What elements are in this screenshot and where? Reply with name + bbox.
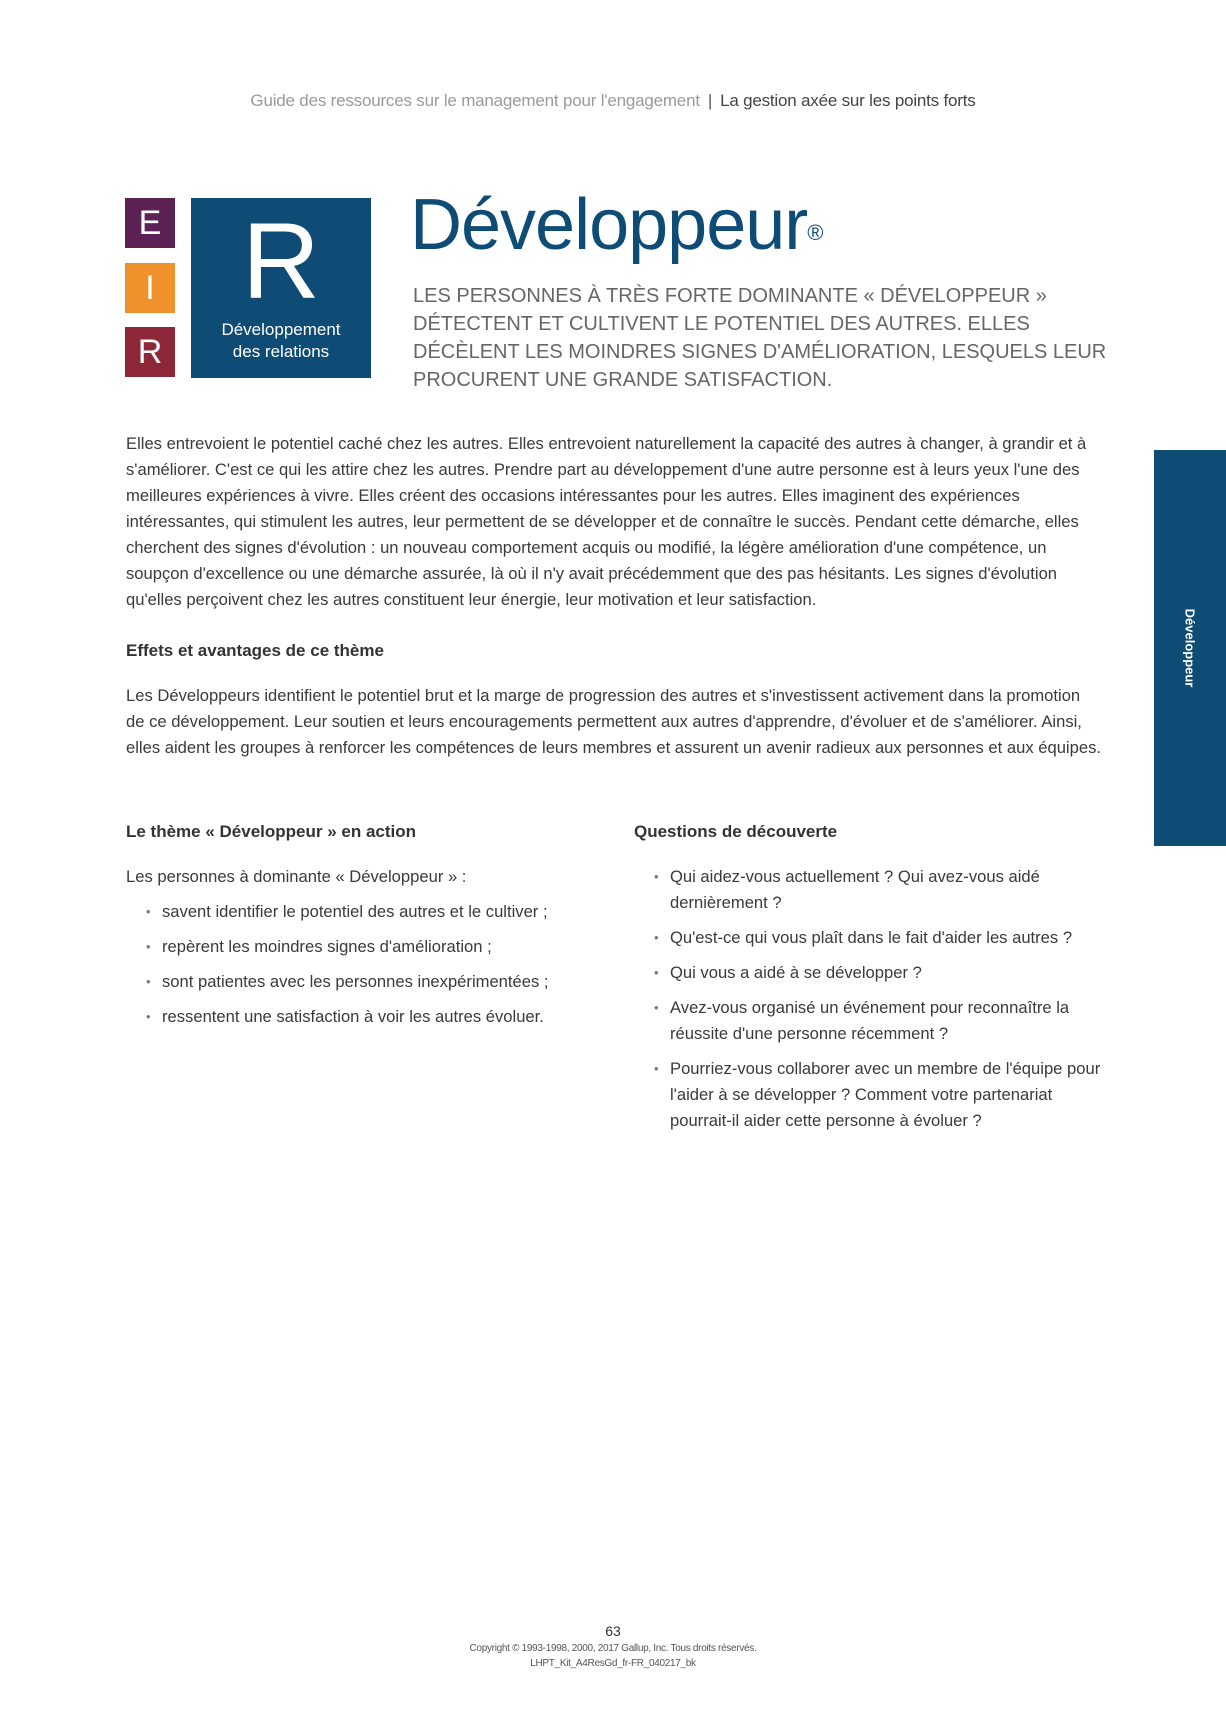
list-item-text: Qui vous a aidé à se développer ? [670,963,922,982]
list-item-text: Qu'est-ce qui vous plaît dans le fait d'aider les autres ? [670,928,1073,947]
theme-subtitle: LES PERSONNES À TRÈS FORTE DOMINANTE « DÉVELOPPEUR » DÉTECTENT ET CULTIVENT LE POTENTIEL DES AUTRES. ELLES DÉCÈLENT LES MOINDRES SIGNES D'AMÉLIORATION, LESQUELS LEUR PROCURENT UNE GRANDE SATISFACTION. [413,285,1107,391]
in-action-intro: Les personnes à dominante « Développeur » : [126,867,467,886]
questions-list [654,864,1110,1143]
intro-paragraph: Elles entrevoient le potentiel caché chez les autres. Elles entrevoient naturellement la capacité des autres à changer, à grandir et à s'améliorer. C'est ce qui les attire chez les autres. Prendre part au développement d'une autre personne est à leurs yeux l'une des meilleures expériences à vivre. Elles créent des occasions intéressantes pour les autres. Elles imaginent des expériences intéressantes, qui stimulent les autres, leur permettent de se développer et de connaître le succès. Pendant cette démarche, elles cherchent des signes d'évolution : un nouveau comportement acquis ou modifié, la légère amélioration d'une compétence, un soupçon d'excellence ou une démarche assurée, là où il n'y avait précédemment que des pas hésitants. Les signes d'évolution qu'elles perçoivent chez les autres constituent leur énergie, leur motivation et leur satisfaction. [126,434,1087,609]
domain-badge-i [125,263,175,313]
bullet-icon: • [146,974,151,989]
effects-heading: Effets et avantages de ce thème [126,641,384,660]
active-domain-letter: R [242,200,320,321]
guide-title: Guide des ressources sur le management pour l'engagement [250,91,700,110]
bullet-icon: • [146,939,151,954]
copyright: Copyright © 1993-1998, 2000, 2017 Gallup, Inc. Tous droits réservés. [469,1643,757,1654]
active-domain-label [191,319,371,363]
bullet-icon: • [654,869,659,884]
list-item-text: Pourriez-vous collaborer avec un membre de l'équipe pour l'aider à se développer ? Comment votre partenariat pourrait-il aider cette personne à évoluer ? [670,1059,1101,1130]
bullet-icon: • [146,1009,151,1024]
side-tab[interactable] [1154,450,1226,846]
list-item [654,995,1110,1047]
list-item [146,969,592,995]
domain-badge-e [125,198,175,248]
theme-title-text: Développeur [410,185,808,265]
questions-heading: Questions de découverte [634,822,838,841]
side-tab-label: Développeur [1182,608,1198,688]
list-item [146,1004,592,1030]
list-item [654,960,1110,986]
list-item [654,864,1110,916]
active-domain-label-line2: des relations [232,342,330,361]
list-item [654,1056,1110,1134]
list-item-text: repèrent les moindres signes d'amélioration ; [162,937,492,956]
document-code: LHPT_Kit_A4ResGd_fr-FR_040217_bk [530,1658,696,1669]
active-domain-badge [191,198,371,378]
effects-paragraph: Les Développeurs identifient le potentiel brut et la marge de progression des autres et s'investissent activement dans la promotion de ce développement. Leur soutien et leurs encouragements permettent aux autres d'apprendre, d'évoluer et de s'améliorer. Ainsi, elles aident les groupes à renforcer les compétences de leurs membres et assurent un avenir radieux aux personnes et aux équipes. [126,686,1101,757]
list-item-text: Qui aidez-vous actuellement ? Qui avez-vous aidé dernièrement ? [670,867,1040,912]
bullet-icon: • [146,904,151,919]
domain-letter: R [137,333,163,371]
list-item [146,899,592,925]
theme-title [410,183,824,267]
list-item-text: ressentent une satisfaction à voir les autres évoluer. [162,1007,544,1026]
bullet-icon: • [654,1061,659,1076]
running-header [0,91,1226,111]
in-action-heading: Le thème « Développeur » en action [126,822,417,841]
list-item-text: Avez-vous organisé un événement pour reconnaître la réussite d'une personne récemment ? [670,998,1070,1043]
header-separator: | [707,91,713,110]
list-item-text: savent identifier le potentiel des autres et le cultiver ; [162,902,548,921]
list-item-text: sont patientes avec les personnes inexpérimentées ; [162,972,549,991]
domain-letter: I [145,269,155,307]
page-number: 63 [605,1623,621,1639]
active-domain-label-line1: Développement [221,320,341,339]
list-item [146,934,592,960]
bullet-icon: • [654,965,659,980]
domain-badge-r [125,327,175,377]
domain-letter: E [138,204,162,242]
bullet-icon: • [654,1000,659,1015]
registered-mark: ® [807,220,824,245]
in-action-list [146,899,592,1039]
section-title: La gestion axée sur les points forts [720,91,976,110]
list-item [654,925,1110,951]
bullet-icon: • [654,930,659,945]
